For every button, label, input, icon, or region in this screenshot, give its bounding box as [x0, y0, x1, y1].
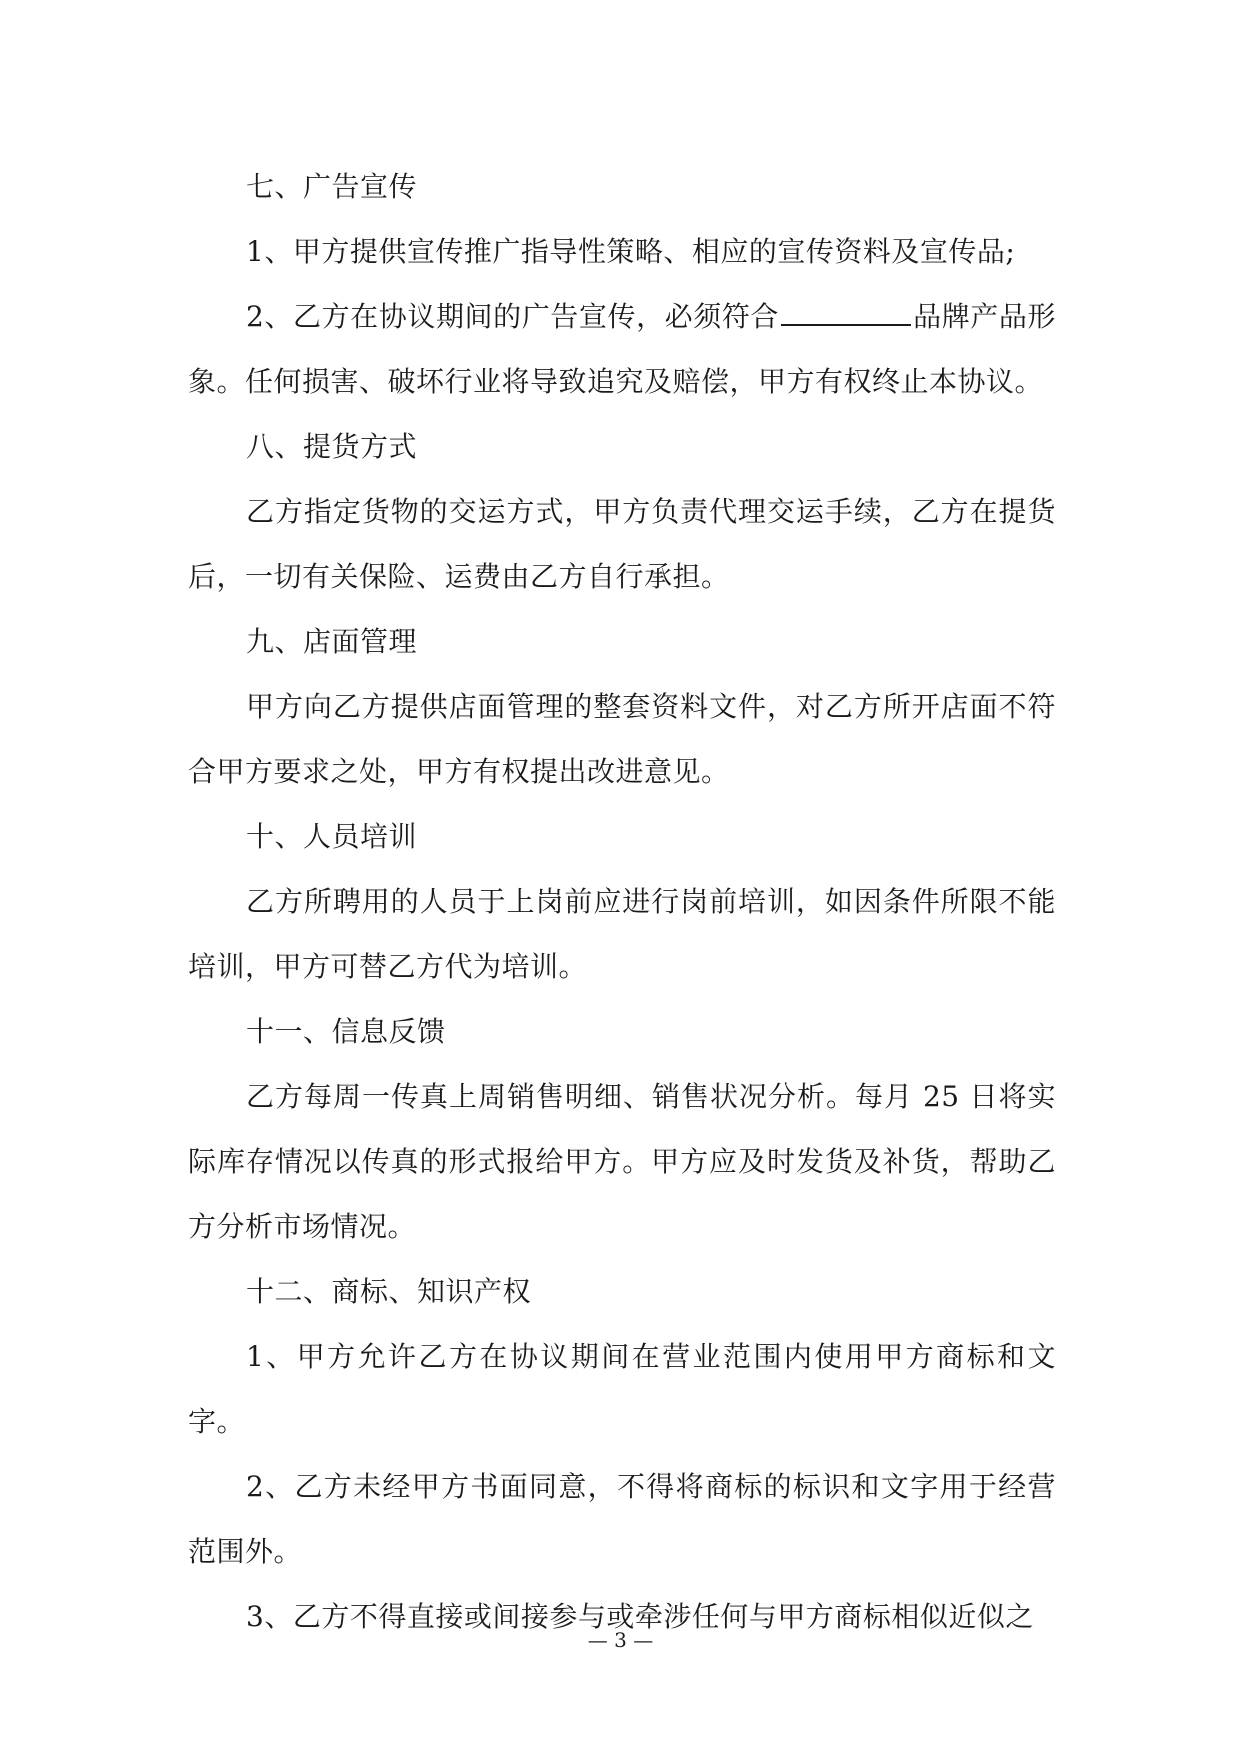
section-heading-advertising: 七、广告宣传 [246, 170, 418, 203]
clause-advertising-2 [188, 284, 1056, 414]
clause-advertising-1: 1、甲方提供宣传推广指导性策略、相应的宣传资料及宣传品; [246, 235, 1016, 268]
clause-trademark-2: 2、乙方未经甲方书面同意，不得将商标的标识和文字用于经营范围外。 [188, 1470, 1056, 1568]
section-heading-delivery: 八、提货方式 [246, 430, 418, 463]
clause-trademark-1: 1、甲方允许乙方在协议期间在营业范围内使用甲方商标和文字。 [188, 1340, 1056, 1438]
clause-store-management: 甲方向乙方提供店面管理的整套资料文件，对乙方所开店面不符合甲方要求之处，甲方有权提出改进意见。 [188, 690, 1056, 788]
clause-advertising-2-part-a: 2、乙方在协议期间的广告宣传，必须符合 [246, 300, 780, 333]
brand-name-blank [781, 302, 911, 326]
section-heading-feedback: 十一、信息反馈 [246, 1015, 446, 1048]
clause-feedback: 乙方每周一传真上周销售明细、销售状况分析。每月 25 日将实际库存情况以传真的形式报给甲方。甲方应及时发货及补货，帮助乙方分析市场情况。 [188, 1080, 1056, 1243]
clause-delivery: 乙方指定货物的交运方式，甲方负责代理交运手续，乙方在提货后，一切有关保险、运费由乙方自行承担。 [188, 495, 1056, 593]
section-heading-store-management: 九、店面管理 [246, 625, 418, 658]
clause-trademark-3: 3、乙方不得直接或间接参与或牵涉任何与甲方商标相似近似之 [246, 1600, 1034, 1633]
clause-advertising-2-part-b: 品牌产品形象。任何损害、破坏行业将导致追究及赔偿，甲方有权终止本协议。 [188, 300, 1056, 398]
page-number: — 3 — [587, 1628, 654, 1652]
clause-training: 乙方所聘用的人员于上岗前应进行岗前培训，如因条件所限不能培训，甲方可替乙方代为培训。 [188, 885, 1056, 983]
section-heading-trademark: 十二、商标、知识产权 [246, 1275, 532, 1308]
document-body [188, 154, 1056, 1649]
section-heading-training: 十、人员培训 [246, 820, 418, 853]
